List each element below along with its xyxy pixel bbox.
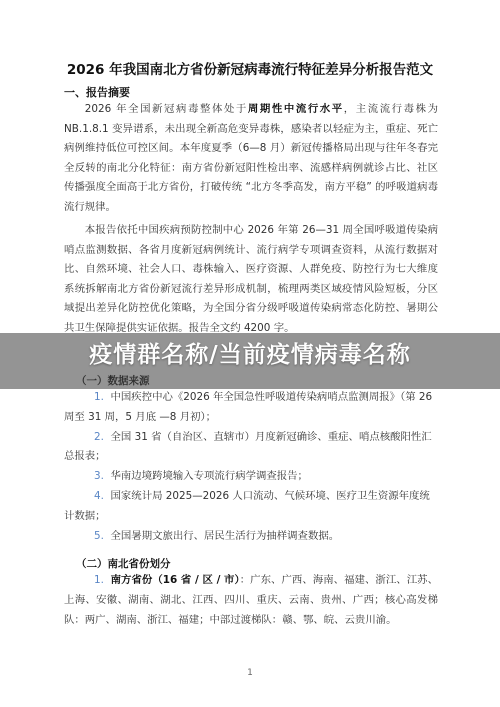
list-number: 5. (94, 529, 104, 542)
document-title: 2026 年我国南北方省份新冠病毒流行特征差异分析报告范文 (66, 62, 434, 78)
overlay-banner-text: 疫情群名称/当前疫情病毒名称 (89, 342, 411, 368)
south-provinces-text: ：广东、广西、海南、福建、浙江、江苏、上海、安徽、湖南、湖北、江西、四川、重庆、云南、贵州、广西；核心高发梯队：两广、湖南、浙江、福建；中部过渡梯队：赣、鄂、皖、云贵川渝。 (64, 574, 438, 626)
para1-pre: 2026 年全国新冠病毒整体处于 (84, 103, 248, 115)
summary-paragraph-2: 本报告依托中国疾病预防控制中心 2026 年第 26—31 周全国呼吸道传染病哨点监测数据、各省月度新冠病例统计、流行病学专项调查资料，从流行数据对比、自然环境、社会人口、毒株输入、医疗资源、人群免疫、防控行为七大维度系统拆解南北方省份新冠流行差异形成机制，梳理两类区域疫情风险短板，分区域提出差异化防控优化策略，为全国分省分级呼吸道传染病常态化防控、暑期公共卫生保障提供实证依据。报告全文约 4200 字。 (64, 224, 438, 334)
subheading-region-division: （二）南北省份划分 (76, 558, 171, 570)
list-text: 华南边境跨境输入专项流行病学调查报告； (110, 470, 308, 483)
para1-post: ，主流流行毒株为 NB.1.8.1 变异谱系，未出现全新高危变异毒株，感染者以轻症为主，重症、死亡病例维持低位可控区间。本年度夏季（6—8 月）新冠传播格局出现与往年冬春完全反转的南北分化特征：南方省份新冠阳性检出率、流感样病例就诊占比、社区传播强度全面高于北方省份，打破传统 “北方冬季高发，南方平稳” 的呼吸道病毒流行规律。 (64, 103, 439, 213)
list-item (64, 487, 438, 527)
list-text: 国家统计局 2025—2026 人口流动、气候环境、医疗卫生资源年度统计数据； (64, 489, 430, 522)
south-provinces-item (64, 571, 438, 630)
south-provinces-label: 南方省份（16 省 / 区 / 市） (110, 574, 240, 586)
list-item (64, 467, 438, 487)
region-list (64, 571, 438, 630)
list-number: 1. (94, 574, 104, 586)
list-number: 1. (94, 391, 104, 403)
list-item (64, 428, 438, 468)
section-summary-heading: 一、报告摘要 (64, 86, 130, 99)
list-number: 3. (94, 470, 104, 483)
summary-paragraph-1 (64, 100, 438, 217)
list-item (64, 388, 438, 428)
para1-bold: 周期性中流行水平 (247, 103, 344, 115)
list-text: 中国疾控中心《2026 年全国急性呼吸道传染病哨点监测周报》（第 26 周至 31 周，5 月底 —8 月初）； (64, 391, 433, 423)
list-number: 4. (94, 489, 104, 502)
list-number: 2. (94, 430, 104, 443)
data-source-list (64, 388, 438, 546)
list-text: 全国 31 省（自治区、直辖市）月度新冠确诊、重症、哨点核酸阳性汇总报表； (64, 430, 432, 463)
list-text: 全国暑期文旅出行、居民生活行为抽样调查数据。 (110, 529, 340, 542)
page-number: 1 (247, 668, 253, 678)
list-item (64, 527, 438, 547)
